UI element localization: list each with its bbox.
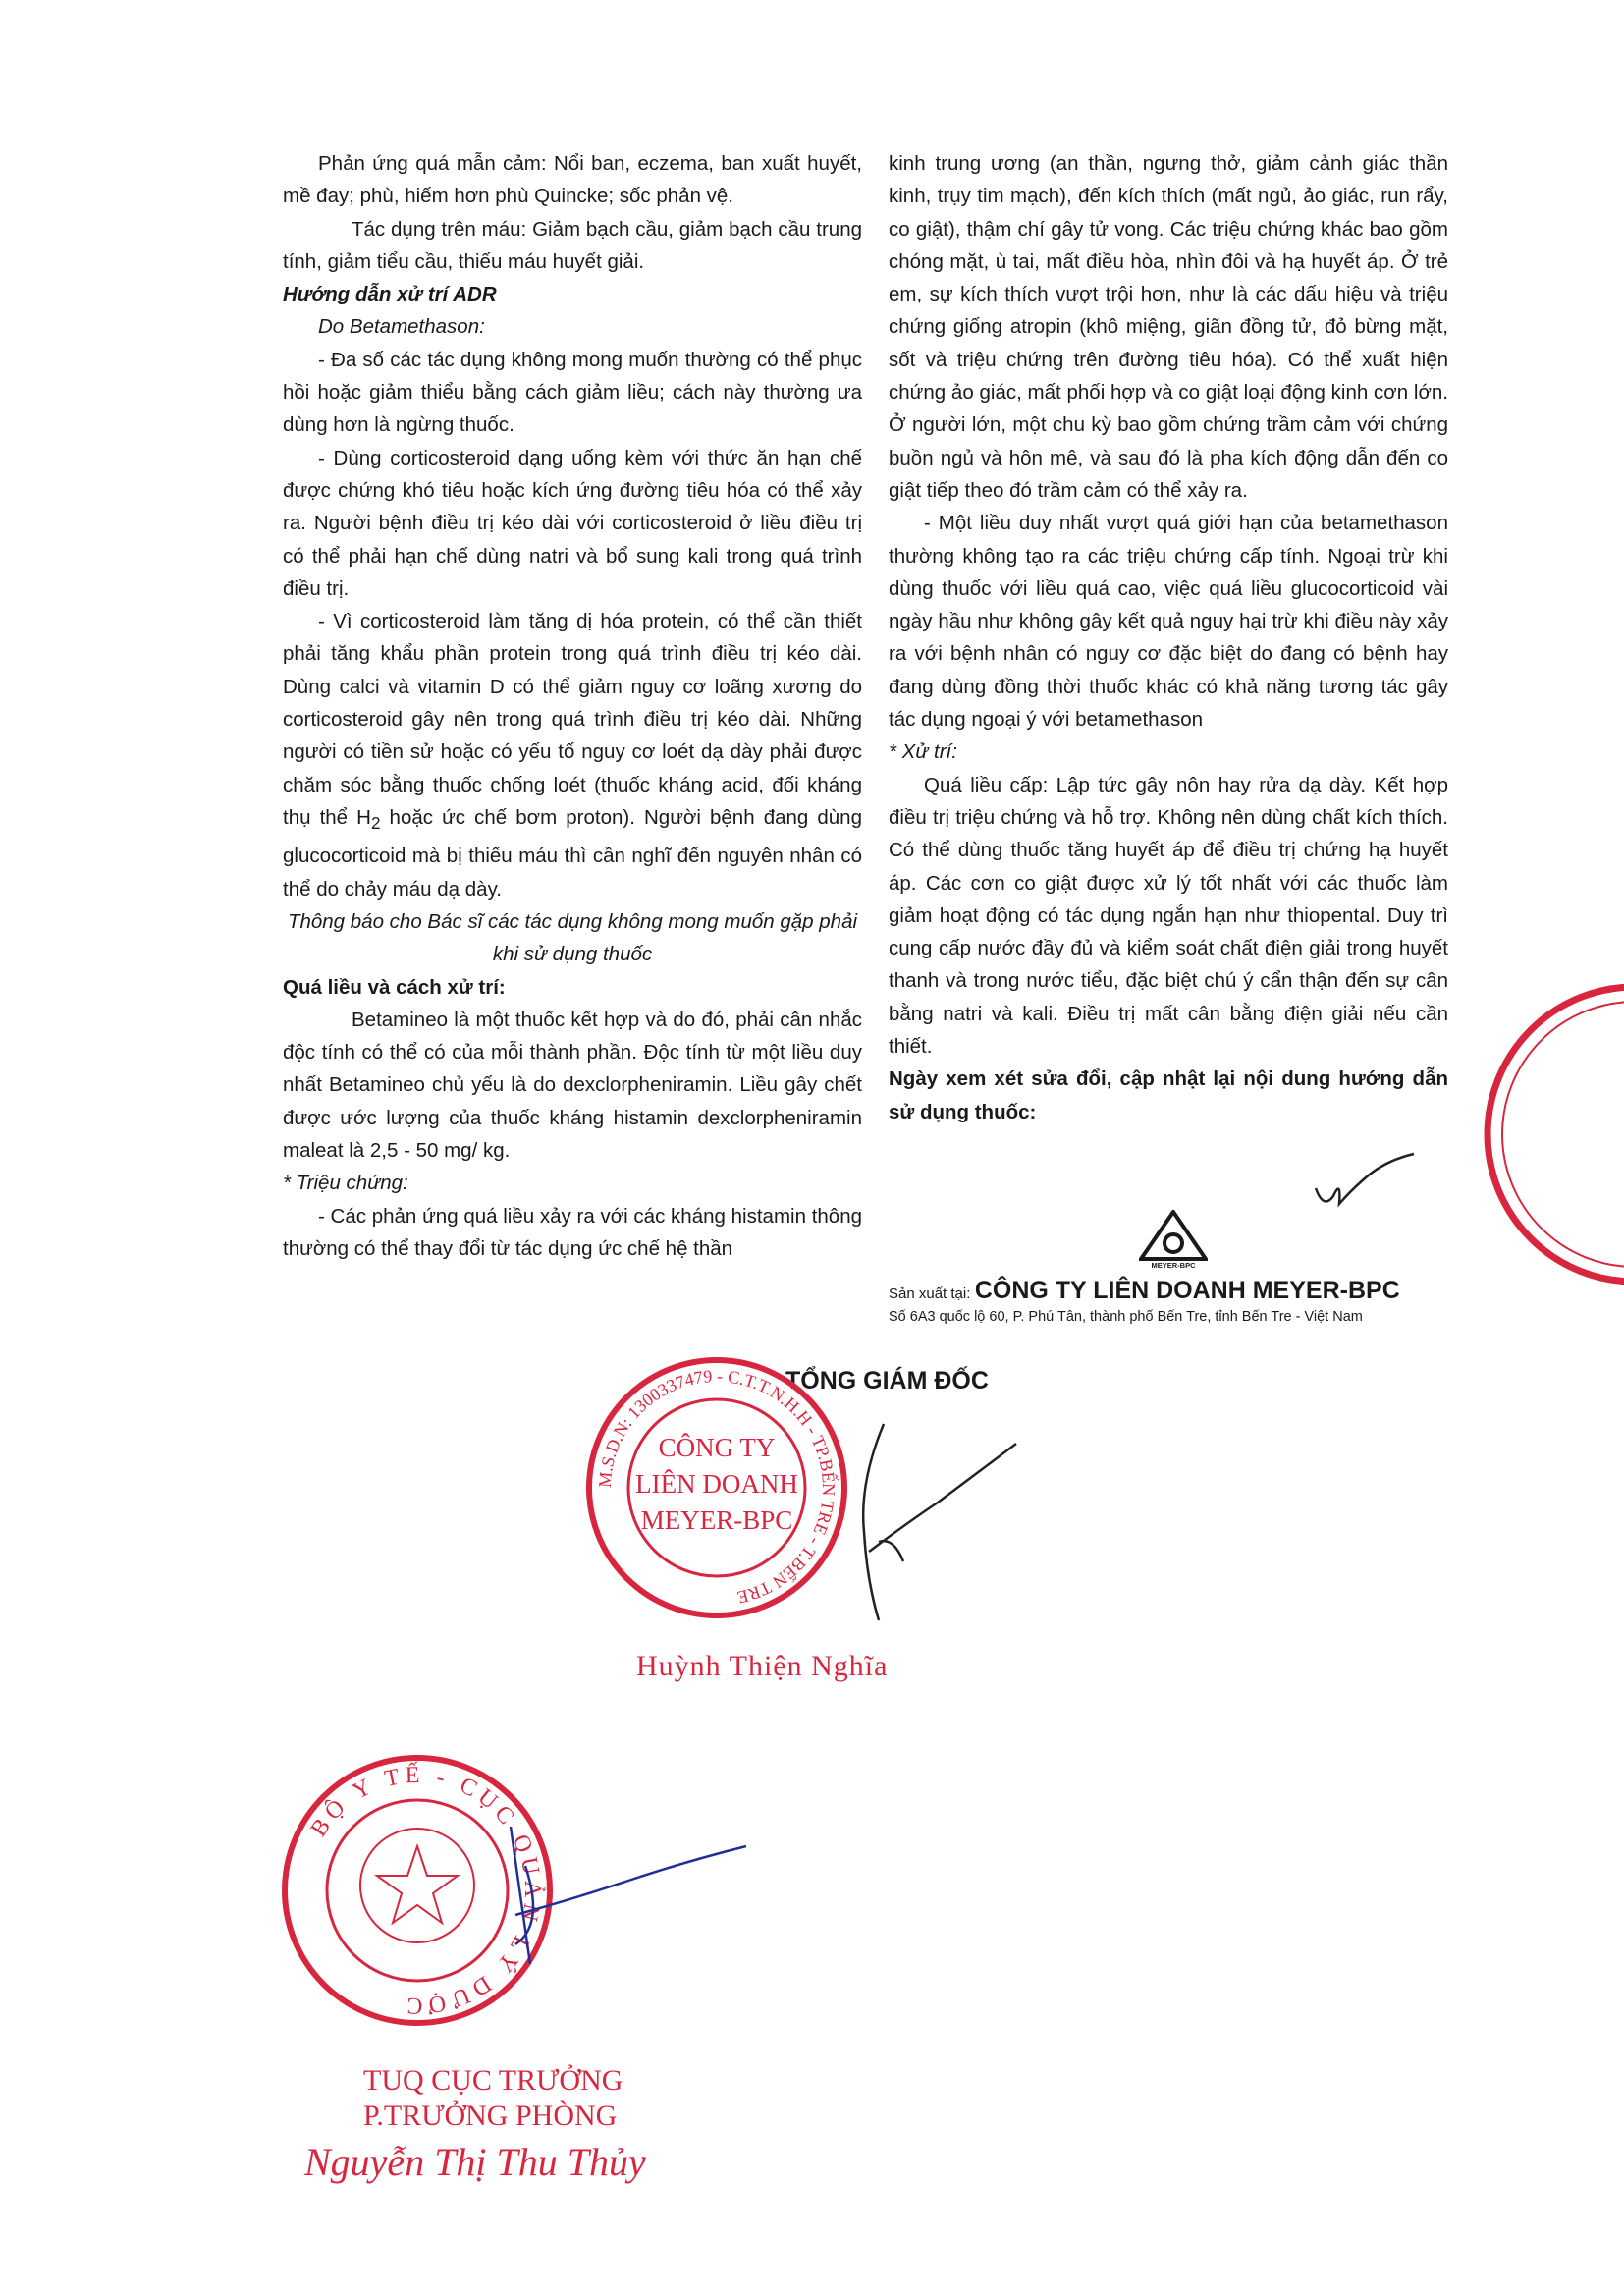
symptoms-continued-paragraph: kinh trung ương (an thần, ngưng thở, giảm cảnh giác thần kinh, trụy tim mạch), đến kích thích (mất ngủ, ảo giác, run rẩy, co giật), thậm chí gây tử vong. Các triệu chứng khác bao gồm chóng mặt, ù tai, mất điều hòa, nhìn đôi và hạ huyết áp. Ở trẻ em, sự kích thích vượt trội hơn, như là các dấu hiệu và triệu chứng giống atropin (khô miệng, giãn đồng tử, đỏ bừng mặt, sốt và triệu chứng trên đường tiêu hóa). Có thể xuất hiện chứng ảo giác, mất phối hợp và co giật loại động kinh cơn lớn. Ở người lớn, một chu kỳ bao gồm chứng trầm cảm với chứng buồn ngủ và hôn mê, và sau đó là pha kích động dẫn đến co giật tiếp theo đó trầm cảm có thể xảy ra. bbox=[889, 152, 1448, 502]
moh-signatory-name: Nguyễn Thị Thu Thủy bbox=[304, 2140, 646, 2184]
manufacturer-address: Số 6A3 quốc lộ 60, P. Phú Tân, thành phố Bến Tre, tỉnh Bến Tre - Việt Nam bbox=[889, 1309, 1363, 1325]
treatment-paragraph: Quá liều cấp: Lập tức gây nôn hay rửa dạ dày. Kết hợp điều trị triệu chứng và hỗ trợ. Không nên dùng chất kích thích. Có thể dùng thuốc tăng huyết áp để điều trị chứng hạ huyết áp. Các cơn co giật được xử lý tốt nhất với các thuốc làm giảm hoạt động có tác dụng ngắn hạn như thiopental. Duy trì cung cấp nước đầy đủ và kiểm soát chất điện giải trong huyết thanh và trong nước tiểu, đặc biệt chú ý cẩn thận đến sự cân bằng natri và kali. Điều trị mất cân bằng điện giải nếu cần thiết. bbox=[889, 773, 1448, 1059]
notice-text: Thông báo cho Bác sĩ các tác dụng không mong muốn gặp phải khi sử dụng thuốc bbox=[287, 909, 858, 966]
company-stamp-line3: MEYER-BPC bbox=[640, 1505, 793, 1535]
adr-paragraph-3: - Vì corticosteroid làm tăng dị hóa protein, có thể cần thiết phải tăng khẩu phần protein trong quá trình điều trị kéo dài. Dùng calci và vitamin D có thể giảm nguy cơ loãng xương do corticosteroid gây nên trong quá trình điều trị kéo dài. Những người có tiền sử hoặc có yếu tố nguy cơ loét dạ dày phải được chăm sóc bằng thuốc chống loét (thuốc kháng acid, đối kháng thụ thể $H_2$ hoặc ức chế bơm proton). Người bệnh đang dùng glucocorticoid mà bị thiếu máu thì cần nghĩ đến nguyên nhân có thể do chảy máu dạ dày. bbox=[283, 610, 862, 901]
edge-stamp-partial bbox=[1478, 957, 1624, 1311]
moh-title-line1: TUQ CỤC TRƯỞNG bbox=[363, 2064, 623, 2097]
moh-signature bbox=[491, 1807, 756, 2003]
company-stamp bbox=[579, 1350, 854, 1625]
symptoms-subheading: * Triệu chứng: bbox=[283, 1172, 408, 1195]
logo-text: MEYER-BPC bbox=[1151, 1261, 1196, 1269]
director-name: Huỳnh Thiện Nghĩa bbox=[636, 1650, 889, 1682]
single-dose-paragraph: - Một liều duy nhất vượt quá giới hạn của betamethason thường không tạo ra các triệu chứng cấp tính. Ngoại trừ khi dùng thuốc với liều quá cao, việc quá liều glucocorticoid vài ngày hầu như không gây kết quả nguy hại trừ khi điều này xảy ra với bệnh nhân có nguy cơ đặc biệt do đang có bệnh hay đang dùng đồng thời thuốc khác có khả năng tương tác gây tác dụng ngoại ý với betamethason bbox=[889, 512, 1448, 732]
company-stamp-line2: LIÊN DOANH bbox=[635, 1469, 798, 1499]
left-column bbox=[283, 147, 862, 1265]
adr-paragraph-2: - Dùng corticosteroid dạng uống kèm với thức ăn hạn chế được chứng khó tiêu hoặc kích ứng đường tiêu hóa có thể xảy ra. Người bệnh điều trị kéo dài với corticosteroid ở liều điều trị có thể phải hạn chế dùng natri và bổ sung kali trong quá trình điều trị. bbox=[283, 446, 862, 600]
overdose-heading: Quá liều và cách xử trí: bbox=[283, 975, 506, 999]
manufacturer-label: Sản xuất tại: bbox=[889, 1285, 971, 1302]
review-signature bbox=[1306, 1149, 1424, 1228]
company-stamp-line1: CÔNG TY bbox=[658, 1433, 776, 1462]
subscript-2: 2 bbox=[370, 814, 381, 834]
director-title: TỔNG GIÁM ĐỐC bbox=[785, 1367, 989, 1394]
moh-title-line2: P.TRƯỞNG PHÒNG bbox=[363, 2100, 618, 2132]
right-column bbox=[889, 147, 1448, 1128]
hypersensitivity-paragraph: Phản ứng quá mẫn cảm: Nổi ban, eczema, ban xuất huyết, mề đay; phù, hiếm hơn phù Quincke; sốc phản vệ. bbox=[283, 152, 862, 208]
treatment-subheading: * Xử trí: bbox=[889, 740, 957, 764]
manufacturer-block bbox=[889, 1277, 1458, 1325]
moh-stamp-ring-text: BỘ Y TẾ - CỤC QUẢN LÝ DƯỢC bbox=[305, 1762, 546, 2019]
betamethason-subheading: Do Betamethason: bbox=[318, 315, 485, 339]
adr-paragraph-1: - Đa số các tác dụng không mong muốn thường có thể phục hồi hoặc giảm thiểu bằng cách giảm liều; cách này thường ưa dùng hơn là ngừng thuốc. bbox=[283, 348, 862, 437]
adr-heading: Hướng dẫn xử trí ADR bbox=[283, 283, 497, 306]
director-signature bbox=[820, 1394, 1026, 1640]
blood-effects-paragraph: Tác dụng trên máu: Giảm bạch cầu, giảm bạch cầu trung tính, giảm tiểu cầu, thiếu máu huyết giải. bbox=[283, 217, 862, 273]
manufacturer-company: CÔNG TY LIÊN DOANH MEYER-BPC bbox=[974, 1277, 1400, 1304]
symptoms-paragraph: - Các phản ứng quá liều xảy ra với các kháng histamin thông thường có thể thay đổi từ tác dụng ức chế hệ thần bbox=[283, 1204, 862, 1260]
review-date-label: Ngày xem xét sửa đổi, cập nhật lại nội dung hướng dẫn sử dụng thuốc: bbox=[889, 1067, 1448, 1123]
overdose-paragraph: Betamineo là một thuốc kết hợp và do đó, phải cân nhắc độc tính có thể có của mỗi thành phần. Độc tính từ một liều duy nhất Betamineo chủ yếu là do dexclorpheniramin. Liều gây chết được ước lượng của thuốc kháng histamin dexclorpheniramin maleat là 2,5 - 50 mg/ kg. bbox=[283, 1008, 862, 1162]
meyer-bpc-logo-icon bbox=[1139, 1210, 1208, 1269]
company-stamp-ring-text: M.S.D.N: 1300337479 - C.T.T.N.H.H - TP.BẾN TRE - T.BẾN TRE bbox=[594, 1365, 839, 1608]
